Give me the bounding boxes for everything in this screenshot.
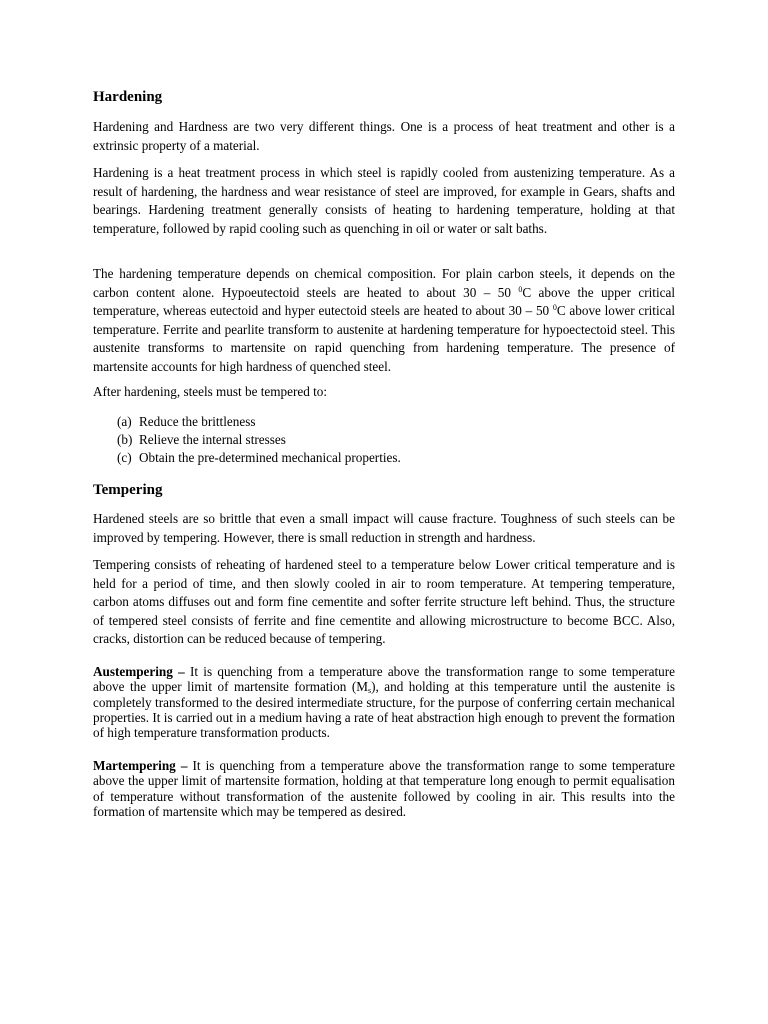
paragraph-hardening-definition: Hardening is a heat treatment process in which steel is rapidly cooled from austenizing temperature. As a result of hardening, the hardness and wear resistance of steel are improved, for example in Gears, shafts and bearings. Hardening treatment generally consists of heating to hardening temperature, holding at that temperature, followed by rapid cooling such as quenching in oil or water or salt baths. [93, 165, 675, 236]
list-item [117, 413, 677, 431]
heading-hardening: Hardening [93, 89, 163, 105]
term-austempering: Austempering – [93, 664, 185, 679]
paragraph-tempering-intro: After hardening, steels must be tempered to: [93, 384, 328, 399]
list-marker: (a) [117, 414, 132, 429]
list-item [117, 449, 677, 467]
heading-tempering: Tempering [93, 482, 163, 498]
text-run: It is quenching from a temperature above the transformation range to some temperature above the upper limit of martensite formation, holding at that temperature long enough to permit equalisation of temperature without transformation of the austenite followed by cooling in air. This results into the formation of martensite which may be tempered as desired. [93, 758, 676, 819]
text-run: C above lower critical temperature. Ferrite and pearlite transform to austenite at hardening temperature for hypoectectoid steel. This austenite transforms to martensite on rapid quenching from hardening temperature. The presence of martensite accounts for high hardness of quenched steel. [93, 303, 676, 374]
superscript-degree: 0 [518, 284, 523, 294]
list-item-text: Reduce the brittleness [139, 414, 256, 429]
subscript-s: s [367, 686, 372, 696]
text-run: The hardening temperature depends on chemical composition. For plain carbon steels, it depends on the carbon content alone. Hypoeutectoid steels are heated to about 30 – 50 [93, 266, 675, 300]
paragraph-tempering-toughness: Hardened steels are so brittle that even a small impact will cause fracture. Toughness of such steels can be improved by tempering. However, there is small reduction in strength and hardness. [93, 511, 675, 545]
paragraph-martempering [93, 758, 675, 819]
paragraph-tempering-process: Tempering consists of reheating of hardened steel to a temperature below Lower critical temperature and is held for a period of time, and then slowly cooled in air to room temperature. At tempering temperature, carbon atoms diffuses out and form fine cementite and softer ferrite structure left behind. Thus, the structure of tempered steel consists of ferrite and fine cementite and allowing microstructure to become BCC. Also, cracks, distortion can be reduced because of tempering. [93, 557, 675, 646]
text-run: C above the upper critical temperature, whereas eutectoid and hyper eutectoid steels are heated to about 30 – 50 [93, 284, 675, 318]
text-run: It is quenching from a temperature above the transformation range to some temperature above the upper limit of martensite formation (M [93, 664, 675, 695]
paragraph-hardening-vs-hardness: Hardening and Hardness are two very different things. One is a process of heat treatment and other is a extrinsic property of a material. [93, 119, 675, 153]
list-item-text: Relieve the internal stresses [139, 431, 286, 447]
list-marker: (b) [117, 431, 133, 447]
text-run: ), and holding at this temperature until the austenite is completely transformed to the desired intermediate structure, for the purpose of conferring certain mechanical properties. It is carried out in a medium having a rate of heat abstraction high enough to prevent the formation of high temperature transformation products. [93, 679, 675, 741]
list-marker: (c) [117, 449, 132, 465]
list-item [117, 431, 677, 449]
paragraph-austempering [93, 664, 675, 740]
superscript-degree: 0 [552, 303, 557, 312]
term-martempering: Martempering – [93, 758, 188, 773]
tempering-purpose-list [117, 413, 677, 466]
list-item-text: Obtain the pre-determined mechanical properties. [139, 449, 401, 465]
paragraph-hardening-temperature [93, 265, 675, 376]
